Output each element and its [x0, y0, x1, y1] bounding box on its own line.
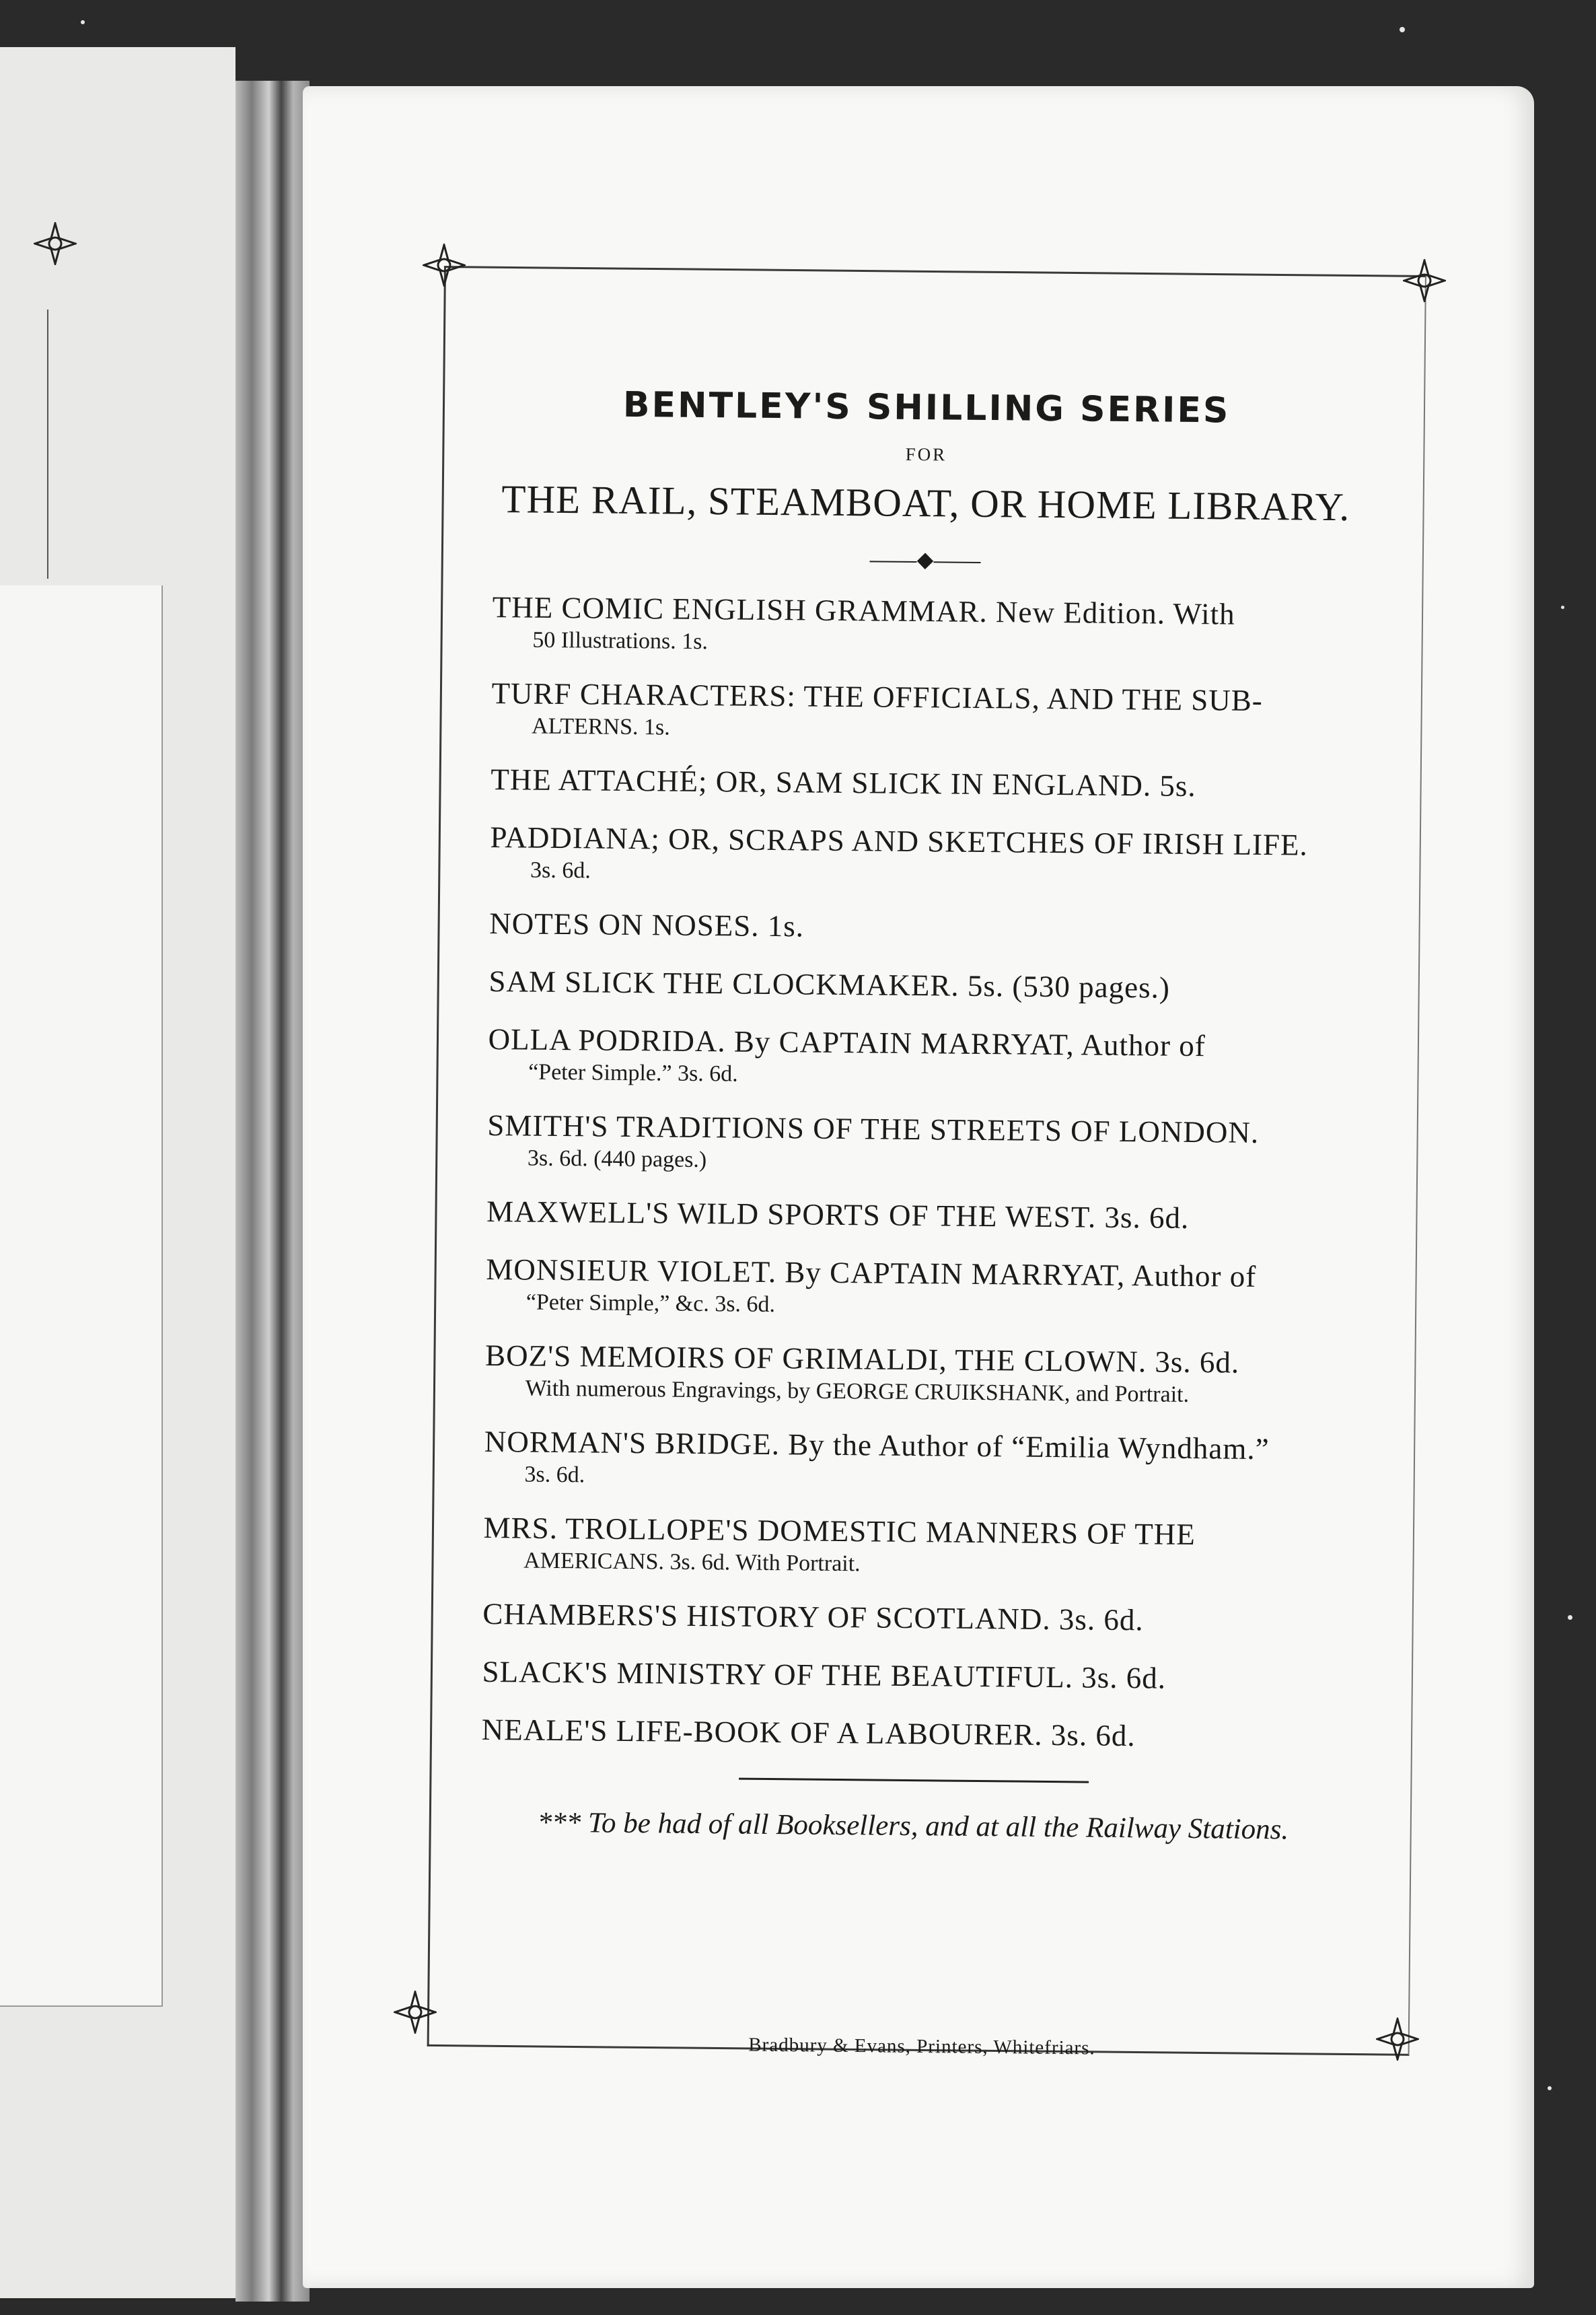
entry-detail: “Peter Simple.” 3s. 6d. — [528, 1059, 738, 1087]
speck — [1548, 2086, 1552, 2090]
entry-detail: AMERICANS. 3s. 6d. With Portrait. — [523, 1548, 861, 1577]
star-ornament-icon — [1376, 2018, 1419, 2061]
list-item — [484, 1337, 1350, 1411]
diamond-icon: ◆ — [916, 547, 934, 572]
list-item — [490, 818, 1355, 892]
star-ornament-icon — [1403, 259, 1446, 302]
divider-ornament — [493, 542, 1357, 576]
entry-title: SAM SLICK THE CLOCKMAKER. 5s. (530 pages.) — [488, 964, 1171, 1005]
list-item — [483, 1509, 1348, 1583]
entry-detail: 3s. 6d. — [530, 857, 591, 884]
star-ornament-icon — [394, 1991, 437, 2034]
entry-title: OLLA PODRIDA. By CAPTAIN MARRYAT, Author of — [488, 1022, 1206, 1063]
list-item — [492, 588, 1357, 662]
list-item — [486, 1250, 1351, 1324]
book-spine — [235, 81, 310, 2302]
divider-line — [933, 561, 980, 563]
star-ornament-icon — [34, 222, 77, 265]
list-item — [482, 1653, 1346, 1699]
entry-title: THE COMIC ENGLISH GRAMMAR. New Edition. With — [492, 590, 1235, 631]
footer-rule — [739, 1778, 1089, 1783]
list-item — [488, 962, 1353, 1008]
entry-title: NEALE'S LIFE-BOOK OF A LABOURER. 3s. 6d. — [481, 1712, 1136, 1753]
entry-title: MRS. TROLLOPE'S DOMESTIC MANNERS OF THE — [483, 1510, 1196, 1552]
star-ornament-icon — [423, 244, 466, 287]
entry-detail: 3s. 6d. (440 pages.) — [527, 1145, 707, 1173]
entry-title: MAXWELL'S WILD SPORTS OF THE WEST. 3s. 6d. — [486, 1194, 1190, 1235]
entry-title: CHAMBERS'S HISTORY OF SCOTLAND. 3s. 6d. — [482, 1596, 1144, 1637]
entry-detail: 50 Illustrations. 1s. — [532, 627, 709, 655]
entry-title: TURF CHARACTERS: THE OFFICIALS, AND THE SUB- — [491, 676, 1264, 717]
list-item — [488, 1020, 1353, 1094]
speck — [81, 20, 85, 24]
series-title: BENTLEY'S SHILLING SERIES — [622, 384, 1231, 431]
entry-detail: “Peter Simple,” &c. 3s. 6d. — [525, 1289, 776, 1318]
entry-title: MONSIEUR VIOLET. By CAPTAIN MARRYAT, Author of — [486, 1252, 1257, 1293]
entry-detail: ALTERNS. 1s. — [531, 713, 670, 740]
entry-title: NOTES ON NOSES. 1s. — [489, 906, 805, 943]
divider-line — [870, 561, 917, 563]
list-item — [491, 760, 1355, 806]
list-item — [489, 904, 1354, 950]
entry-detail: With numerous Engravings, by GEORGE CRUIKSHANK, and Portrait. — [525, 1376, 1190, 1407]
list-item — [482, 1595, 1347, 1641]
list-item — [482, 1711, 1346, 1756]
left-page-panel — [0, 585, 163, 2007]
list-item — [487, 1106, 1352, 1180]
speck — [1561, 606, 1564, 609]
speck — [1400, 27, 1405, 32]
entry-detail: 3s. 6d. — [524, 1462, 585, 1488]
entry-title: SLACK'S MINISTRY OF THE BEAUTIFUL. 3s. 6d. — [482, 1654, 1167, 1695]
list-item — [491, 674, 1356, 748]
entry-title: NORMAN'S BRIDGE. By the Author of “Emilia Wyndham.” — [484, 1424, 1270, 1466]
entry-title: THE ATTACHÉ; OR, SAM SLICK IN ENGLAND. 5s. — [491, 762, 1196, 804]
entry-title: BOZ'S MEMOIRS OF GRIMALDI, THE CLOWN. 3s. 6d. — [484, 1338, 1240, 1380]
list-item — [484, 1423, 1349, 1497]
printer-imprint: Bradbury & Evans, Printers, Whitefriars. — [748, 2034, 1095, 2059]
advertisement-content — [480, 384, 1359, 1847]
left-page — [0, 47, 235, 2298]
left-page-rule — [47, 310, 48, 579]
series-for-label: FOR — [905, 443, 947, 465]
speck — [1568, 1615, 1572, 1620]
entry-title: PADDIANA; OR, SCRAPS AND SKETCHES OF IRISH LIFE. — [490, 820, 1309, 862]
footer-note: *** To be had of all Booksellers, and at all the Railway Stations. — [537, 1806, 1289, 1846]
series-subtitle: THE RAIL, STEAMBOAT, OR HOME LIBRARY. — [501, 476, 1350, 530]
entry-title: SMITH'S TRADITIONS OF THE STREETS OF LONDON. — [487, 1108, 1260, 1149]
list-item — [486, 1192, 1351, 1238]
